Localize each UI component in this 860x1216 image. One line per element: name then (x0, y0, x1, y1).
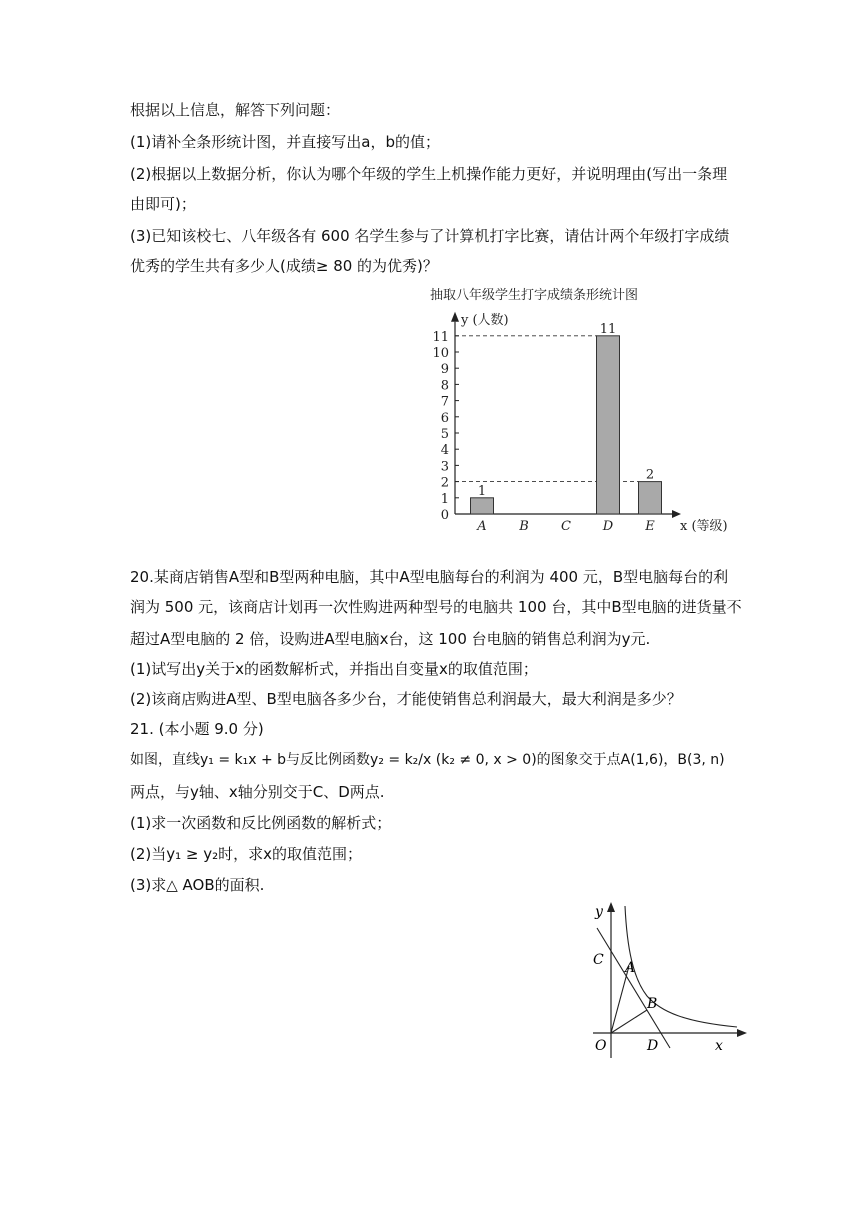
y-tick-label: 1 (440, 491, 449, 507)
chart-title: 抽取八年级学生打字成绩条形统计图 (430, 288, 639, 303)
y-tick-label: 3 (440, 459, 449, 475)
y-tick-label: 9 (440, 362, 449, 378)
problem-20-question-1: (1)试写出y关于x的函数解析式，并指出自变量x的取值范围； (130, 660, 538, 678)
chart-x-axis-arrow (672, 510, 681, 518)
label-o: O (595, 1038, 607, 1054)
y-tick-label: 0 (440, 508, 449, 523)
category-label: E (645, 519, 655, 534)
category-label: C (561, 519, 571, 534)
category-label: B (519, 519, 529, 534)
category-label: A (477, 519, 487, 534)
coordinate-figure (585, 898, 750, 1063)
label-a: A (625, 960, 636, 976)
problem-20-line-2: 润为 500 元，该商店计划再一次性购进两种型号的电脑共 100 台，其中B型电脑的进货量不 (130, 598, 742, 616)
problem-21-line-1: 如图，直线y₁ = k₁x + b与反比例函数y₂ = k₂/x (k₂ ≠ 0, x > 0)的图象交于点A(1,6)，B(3, n) (130, 752, 725, 768)
label-x: x (715, 1038, 723, 1054)
bar (597, 336, 620, 514)
y-tick-label: 7 (440, 394, 449, 410)
problem-21-header: 21. (本小题 9.0 分) (130, 720, 264, 738)
label-c: C (593, 952, 604, 968)
y-axis-arrow (607, 902, 615, 912)
bar (639, 482, 662, 514)
bar-chart (410, 280, 750, 540)
intro-line: 根据以上信息，解答下列问题： (130, 101, 341, 119)
y-axis-title: y (人数) (461, 312, 509, 328)
question-2-line-1: (2)根据以上数据分析，你认为哪个年级的学生上机操作能力更好，并说明理由(写出一条理 (130, 165, 728, 183)
y-tick-label: 8 (440, 378, 449, 394)
problem-20-question-2: (2)该商店购进A型、B型电脑各多少台，才能使销售总利润最大，最大利润是多少？ (130, 690, 682, 708)
data-label: 2 (645, 467, 655, 483)
y-tick-label: 2 (440, 475, 449, 491)
x-axis-title: x (等级) (680, 519, 728, 534)
problem-21-question-2: (2)当y₁ ≥ y₂时，求x的取值范围； (130, 845, 363, 863)
problem-21-question-3: (3)求△ AOB的面积. (130, 876, 265, 894)
category-label: D (602, 519, 614, 534)
problem-20-line-1: 20.某商店销售A型和B型两种电脑，其中A型电脑每台的利润为 400 元，B型电脑每台的利 (130, 568, 729, 586)
label-y: y (595, 904, 603, 920)
question-1: (1)请补全条形统计图，并直接写出a，b的值； (130, 133, 440, 151)
chart-y-axis-arrow (451, 312, 459, 322)
label-d: D (647, 1038, 659, 1054)
data-label: 11 (599, 321, 617, 337)
y-tick-label: 5 (440, 427, 449, 442)
y-tick-label: 10 (432, 346, 449, 361)
question-3-line-2: 优秀的学生共有多少人(成绩≥ 80 的为优秀)？ (130, 257, 438, 275)
line-cd (597, 928, 670, 1048)
bar (471, 498, 494, 514)
problem-21-line-2: 两点，与y轴、x轴分别交于C、D两点. (130, 783, 385, 801)
question-3-line-1: (3)已知该校七、八年级各有 600 名学生参与了计算机打字比赛，请估计两个年级打字成绩 (130, 227, 730, 245)
data-label: 1 (477, 483, 487, 499)
problem-20-line-3: 超过A型电脑的 2 倍，设购进A型电脑x台，这 100 台电脑的销售总利润为y元. (130, 630, 651, 648)
y-tick-label: 6 (440, 410, 449, 426)
hyperbola-curve (625, 906, 737, 1027)
question-2-line-2: 由即可)； (130, 195, 196, 213)
y-tick-label: 11 (432, 329, 449, 345)
y-tick-label: 4 (440, 443, 449, 459)
label-b: B (647, 996, 658, 1012)
problem-21-question-1: (1)求一次函数和反比例函数的解析式； (130, 814, 392, 832)
x-axis-arrow (737, 1029, 747, 1037)
